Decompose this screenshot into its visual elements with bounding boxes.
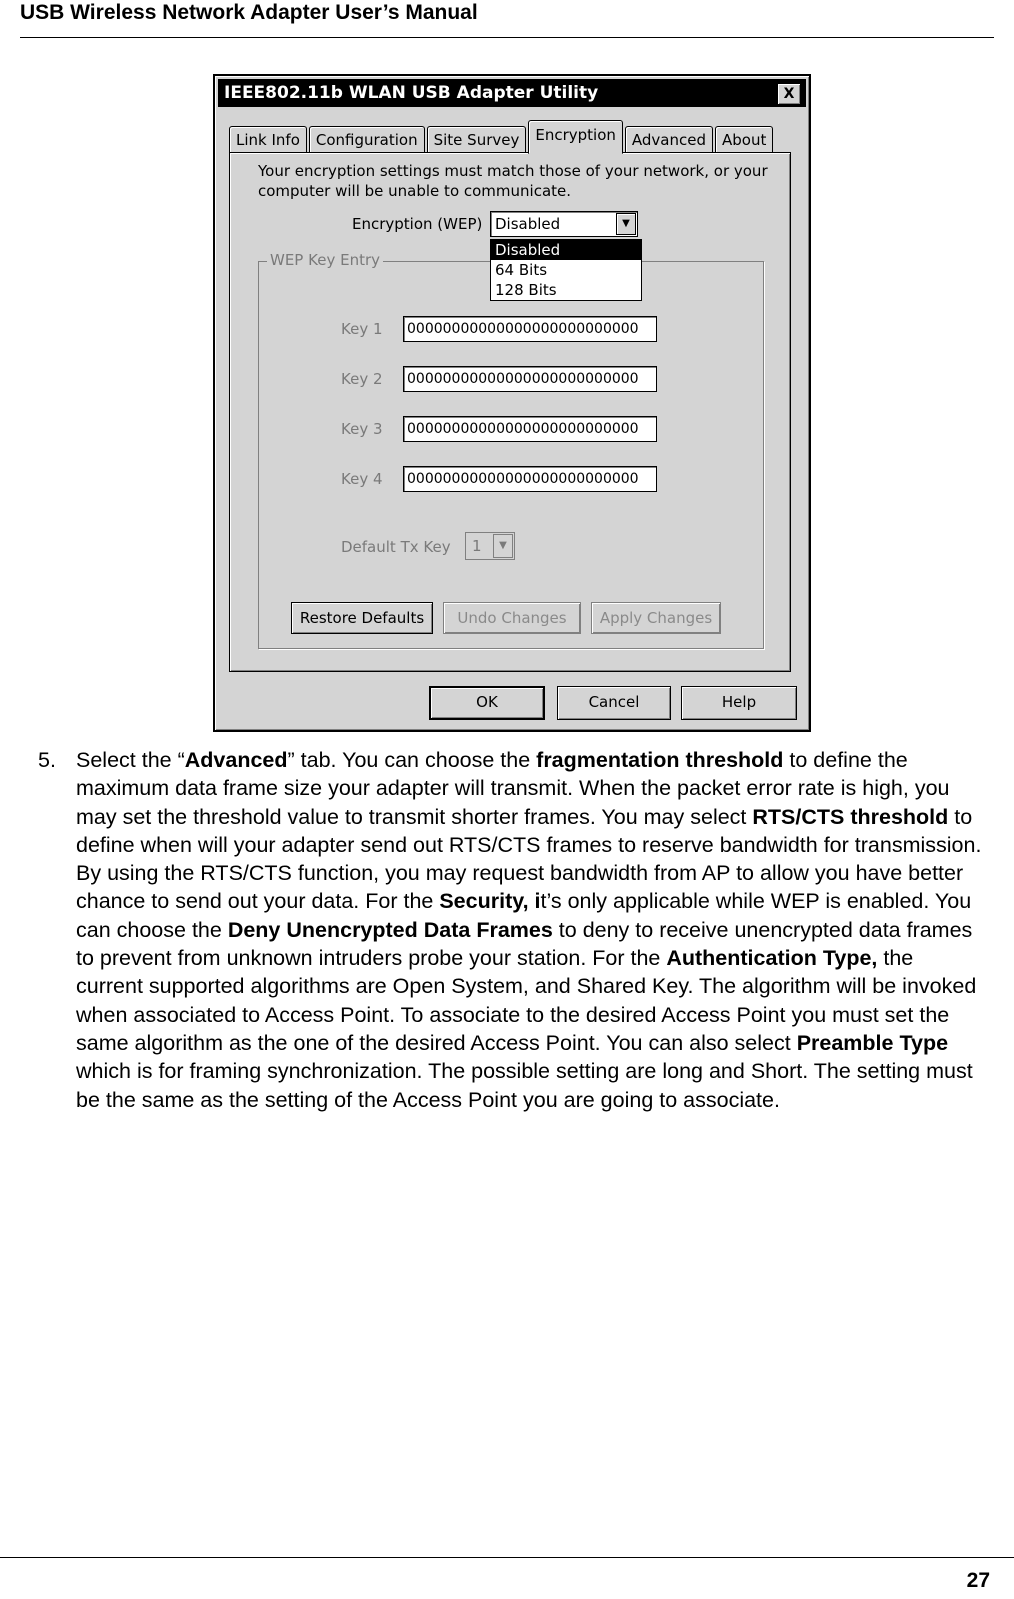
tab-strip: [229, 122, 775, 152]
encryption-select[interactable]: [490, 211, 638, 237]
default-tx-key-select[interactable]: [465, 532, 515, 560]
cancel-button[interactable]: Cancel: [557, 686, 671, 720]
tab-link-info[interactable]: Link Info: [229, 126, 307, 153]
page-number: 27: [966, 1569, 990, 1592]
default-tx-key-label: Default Tx Key: [341, 538, 451, 556]
default-tx-key-value: 1: [472, 537, 482, 555]
step-paragraph: Select the “Advanced” tab. You can choose the fragmentation threshold to define the maximum data frame size your adapter will transmit. When the packet error rate is high, you may set the threshold value to transmit shorter frames. You may select RTS/CTS threshold to define when will your adapter send out RTS/CTS frames to reserve bandwidth for transmission. By using the RTS/CTS function, you may request bandwidth from AP to allow you have better chance to send out your data. For the Security, it’s only applicable while WEP is enabled. You can choose the Deny Unencrypted Data Frames to deny to receive unencrypted data frames to prevent from unknown intruders probe your station. For the Authentication Type, the current supported algorithms are Open System, and Shared Key. The algorithm will be invoked when associated to Access Point. To associate to the desired Access Point you must set the same algorithm as the one of the desired Access Point. You can also select Preamble Type which is for framing synchronization. The possible setting are long and Short. The setting must be the same as the setting of the Access Point you are going to associate.: [76, 748, 982, 1112]
close-icon: X: [783, 86, 795, 102]
apply-changes-button[interactable]: Apply Changes: [591, 602, 721, 634]
tab-configuration[interactable]: Configuration: [309, 126, 425, 153]
option-128-bits[interactable]: 128 Bits: [495, 281, 557, 299]
chevron-down-icon[interactable]: ▼: [616, 213, 636, 235]
close-button[interactable]: [777, 83, 801, 105]
encryption-dropdown-list: [490, 239, 642, 301]
restore-defaults-button[interactable]: Restore Defaults: [291, 602, 433, 634]
key-1-label: Key 1: [341, 320, 383, 338]
key-4-input[interactable]: 00000000000000000000000000: [403, 466, 657, 492]
dialog-title: IEEE802.11b WLAN USB Adapter Utility: [224, 83, 599, 103]
tab-encryption[interactable]: Encryption: [528, 120, 623, 154]
wep-key-group-label: WEP Key Entry: [267, 251, 383, 269]
encryption-panel: [229, 152, 791, 672]
tab-advanced[interactable]: Advanced: [625, 126, 713, 153]
key-3-label: Key 3: [341, 420, 383, 438]
key-2-input[interactable]: 00000000000000000000000000: [403, 366, 657, 392]
encryption-label: Encryption (WEP): [352, 215, 483, 233]
dialog-titlebar: [218, 79, 806, 107]
wep-key-groupbox: [258, 251, 764, 649]
encryption-selected-value: Disabled: [495, 215, 561, 233]
option-disabled[interactable]: Disabled: [491, 240, 641, 260]
utility-dialog: [213, 74, 811, 732]
tab-site-survey[interactable]: Site Survey: [427, 126, 527, 153]
undo-changes-button[interactable]: Undo Changes: [443, 602, 581, 634]
footer-rule: [0, 1557, 1014, 1558]
encryption-intro-text: Your encryption settings must match those of your network, or your computer will be unable to communicate.: [258, 162, 768, 200]
help-button[interactable]: Help: [681, 686, 797, 720]
key-1-input[interactable]: 00000000000000000000000000: [403, 316, 657, 342]
key-3-input[interactable]: 00000000000000000000000000: [403, 416, 657, 442]
key-4-label: Key 4: [341, 470, 383, 488]
step-number: 5.: [38, 748, 56, 772]
option-64-bits[interactable]: 64 Bits: [495, 261, 548, 279]
header-rule: [20, 37, 994, 38]
tab-about[interactable]: About: [715, 126, 773, 153]
key-2-label: Key 2: [341, 370, 383, 388]
chevron-down-icon: ▼: [493, 534, 513, 558]
manual-title: USB Wireless Network Adapter User’s Manual: [20, 1, 478, 24]
ok-button[interactable]: OK: [429, 686, 545, 720]
